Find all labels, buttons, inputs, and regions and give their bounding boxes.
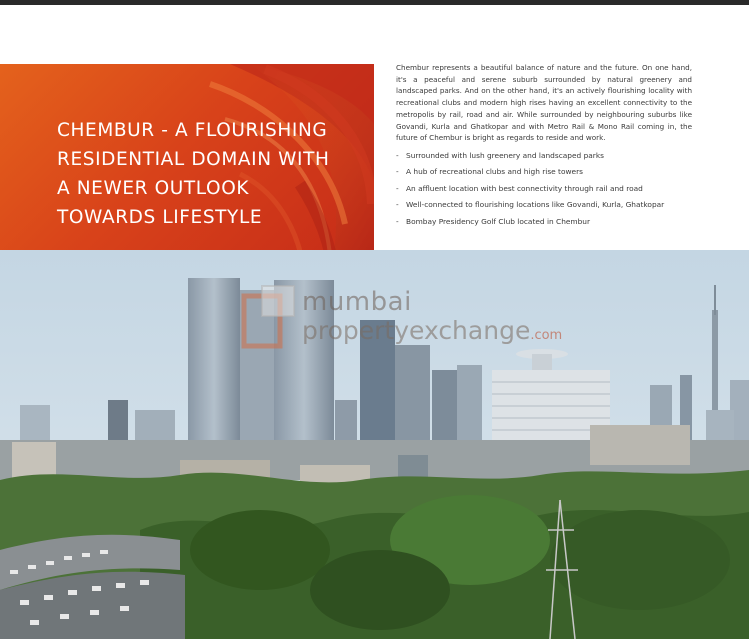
description-block xyxy=(396,62,692,233)
watermark-logo-icon xyxy=(240,284,298,352)
feature-list xyxy=(396,151,692,227)
bullet-marker: - xyxy=(396,216,399,226)
watermark xyxy=(240,284,563,354)
headline-banner xyxy=(0,64,374,277)
bullet-marker: - xyxy=(396,200,399,210)
headline-line-4: TOWARDS LIFESTYLE xyxy=(57,207,263,228)
intro-paragraph: Chembur represents a beautiful balance of nature and the future. On one hand, it's a peaceful and serene suburb surrounded by natural greenery and landscaped parks. And on the other hand, it's an actively flourishing locality with recreational clubs and modern high rises having an excellent connectivity to the metropolis by rail, road and air. While surrounded by neighbouring suburbs like Govandi, Kurla and Ghatkopar and with Metro Rail & Mono Rail coming in, the future of Chembur is bright as regards to reside and work. xyxy=(396,63,692,143)
feature-item: - Surrounded with lush greenery and landscaped parks xyxy=(396,150,604,160)
feature-item: - A hub of recreational clubs and high rise towers xyxy=(396,167,583,177)
bullet-marker: - xyxy=(396,167,399,177)
page-headline xyxy=(57,116,357,232)
headline-line-2: RESIDENTIAL DOMAIN WITH xyxy=(57,149,330,170)
watermark-text-line-1: mumbai xyxy=(302,287,412,317)
watermark-domain: .com xyxy=(530,328,563,343)
feature-item: - Well-connected to flourishing locations like Govandi, Kurla, Ghatkopar xyxy=(396,200,665,210)
top-bar xyxy=(0,0,749,5)
watermark-text-line-2: propertyexchange.com xyxy=(302,316,563,345)
feature-item: - An affluent location with best connectivity through rail and road xyxy=(396,183,643,193)
bullet-marker: - xyxy=(396,150,399,160)
headline-line-3: A NEWER OUTLOOK xyxy=(57,178,250,199)
feature-item: - Bombay Presidency Golf Club located in Chembur xyxy=(396,216,591,226)
bullet-marker: - xyxy=(396,183,399,193)
headline-line-1: CHEMBUR - A FLOURISHING xyxy=(57,120,328,141)
